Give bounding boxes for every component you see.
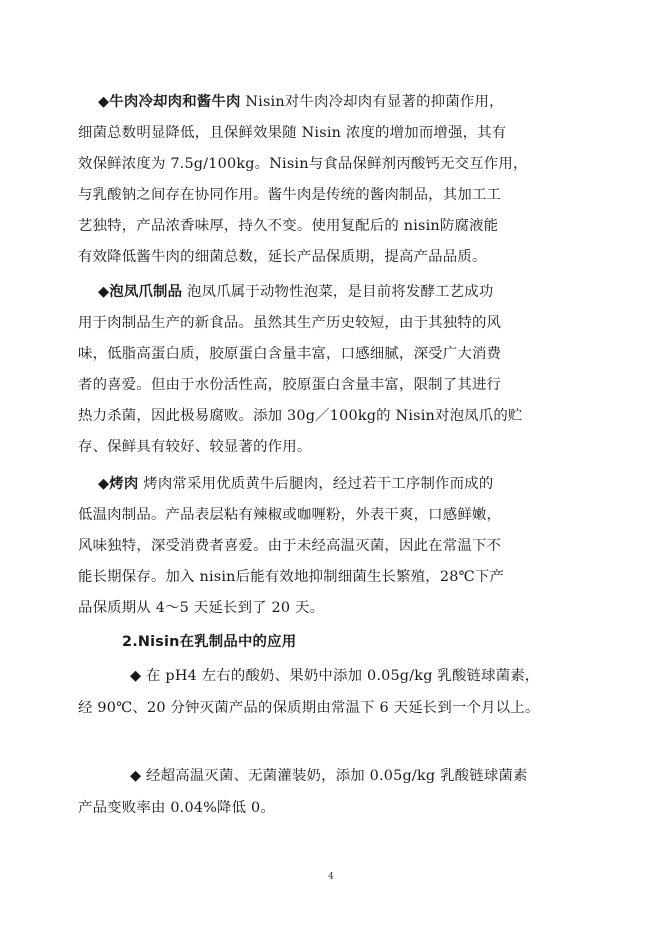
paragraph-1-text: Nisin对牛肉冷却肉有显著的抑菌作用， — [240, 94, 504, 110]
paragraph-3-line-5: 品保质期从 4～5 天延长到了 20 天。 — [78, 600, 325, 616]
paragraph-5-line-1: ◆ 经超高温灭菌、无菌灌装奶，添加 0.05g/kg 乳酸链球菌素 — [130, 768, 528, 784]
paragraph-4-line-2: 经 90℃、20 分钟灭菌产品的保质期由常温下 6 天延长到一个月以上。 — [78, 700, 540, 716]
section-2-title: 2.Nisin在乳制品中的应用 — [122, 634, 297, 650]
paragraph-1-line-5: 艺独特，产品浓香味厚，持久不变。使用复配后的 nisin防腐液能 — [78, 218, 499, 234]
paragraph-3-heading: ◆烤肉 — [98, 476, 139, 492]
paragraph-3-line-3: 风味独特，深受消费者喜爱。由于未经高温灭菌，因此在常温下不 — [78, 538, 502, 554]
paragraph-2-line-2: 用于肉制品生产的新食品。虽然其生产历史较短，由于其独特的风 — [78, 315, 502, 331]
paragraph-3-line-1 — [98, 472, 578, 496]
paragraph-1-line-3: 效保鲜浓度为 7.5g/100kg。Nisin与食品保鲜剂丙酸钙无交互作用， — [78, 156, 528, 172]
paragraph-5-line-2: 产品变败率由 0.04%降低 0。 — [78, 800, 275, 816]
paragraph-2-heading: ◆泡凤爪制品 — [98, 284, 183, 300]
paragraph-4-line-1: ◆ 在 pH4 左右的酸奶、果奶中添加 0.05g/kg 乳酸链球菌素， — [130, 668, 540, 684]
paragraph-1-line-1 — [98, 90, 578, 114]
paragraph-3-line-2: 低温肉制品。产品表层粘有辣椒或咖喱粉，外表干爽，口感鲜嫩， — [78, 507, 502, 523]
paragraph-2-line-4: 者的喜爱。但由于水份活性高，胶原蛋白含量丰富，限制了其进行 — [78, 377, 502, 393]
paragraph-1-heading: ◆牛肉冷却肉和酱牛肉 — [98, 94, 241, 110]
paragraph-1-line-4: 与乳酸钠之间存在协同作用。酱牛肉是传统的酱肉制品，其加工工 — [78, 187, 502, 203]
paragraph-2-text: 泡凤爪属于动物性泡菜，是目前将发酵工艺成功 — [182, 284, 494, 300]
paragraph-3-text: 烤肉常采用优质黄牛后腿肉，经过若干工序制作而成的 — [138, 476, 494, 492]
paragraph-1-line-2: 细菌总数明显降低，且保鲜效果随 Nisin 浓度的增加而增强，其有 — [78, 125, 507, 141]
paragraph-2-line-5: 热力杀菌，因此极易腐败。添加 30g／100kg的 Nisin对泡凤爪的贮 — [78, 408, 523, 424]
paragraph-2-line-1 — [98, 280, 578, 304]
paragraph-2-line-3: 味，低脂高蛋白质，胶原蛋白含量丰富，口感细腻，深受广大消费 — [78, 346, 502, 362]
paragraph-2-line-6: 存、保鲜具有较好、较显著的作用。 — [78, 439, 312, 455]
paragraph-1-line-6: 有效降低酱牛肉的细菌总数，延长产品保质期，提高产品品质。 — [78, 249, 487, 265]
page-number: 4 — [328, 872, 334, 882]
paragraph-3-line-4: 能长期保存。加入 nisin后能有效地抑制细菌生长繁殖，28℃下产 — [78, 569, 505, 585]
